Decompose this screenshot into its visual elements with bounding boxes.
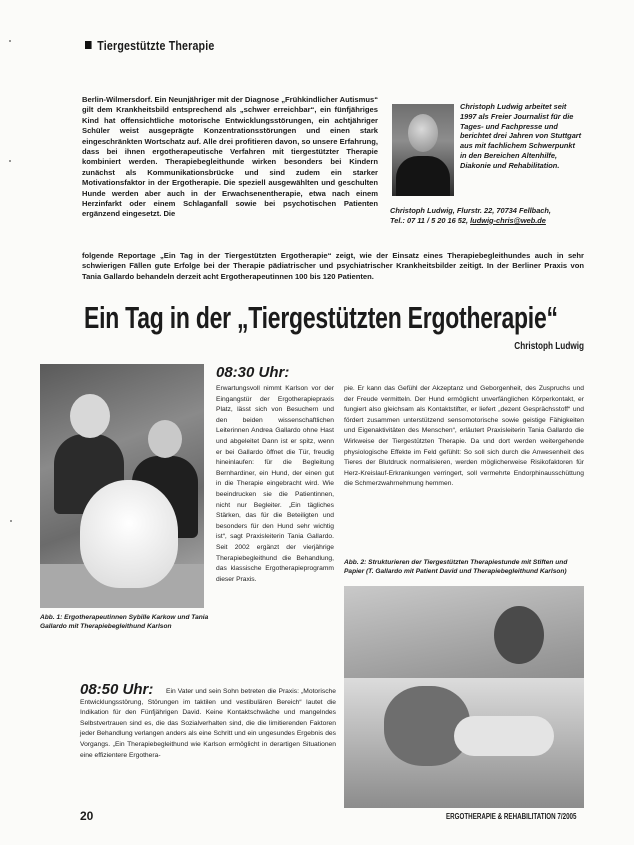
intro-paragraph-continued: folgende Reportage „Ein Tag in der Tiergestützten Ergotherapie“ zeigt, wie der Einsatz eines Therapiebegleithundes auch in sehr schwierigen Fällen gute Erfolge bei der Therapie pädiatrischer und psychiatrischer Krankheitsbilder zeitigt. In der Berliner Praxis von Tania Gallardo behandeln derzeit acht Ergotherapeutinnen 100 bis 120 Patienten.	[82, 251, 584, 281]
author-address	[390, 206, 586, 226]
scan-speck	[9, 160, 11, 162]
photo1-caption: Abb. 1: Ergotherapeutinnen Sybille Karkow und Tania Gallardo mit Therapiebegleithund Karlson	[40, 614, 209, 630]
photo-therapy-session	[344, 586, 584, 808]
journal-footer: ERGOTHERAPIE & REHABILITATION 7/2005	[446, 812, 577, 821]
section-rubric	[85, 38, 214, 53]
scan-speck	[10, 520, 12, 522]
article-headline: Ein Tag in der „Tiergestützten Ergotherapie“	[84, 300, 558, 335]
article-byline: Christoph Ludwig	[514, 341, 584, 352]
section2-paragraph	[80, 687, 336, 761]
intro-paragraph: Berlin-Wilmersdorf. Ein Neunjähriger mit der Diagnose „Frühkindlicher Autismus“ gilt dem Krankheitsbild entsprechend als „schwer erreichbar“, ein fünfjähriges Kind hat offensichtliche motorische Entwicklungsstörungen, ein achtjähriger Schüler weist ausgeprägte Konzentrationsstörungen und einen stark eingeschränkten Wortschatz auf. Alle drei profitieren davon, so unsere Erfahrung, dass bei ihnen ergotherapeutische Verfahren mit tiergestützter Therapie kombiniert werden. Therapiebegleithunde wirken besonders bei Kindern zunächst als Kommunikationsbrücke und sind zudem ein starker Motivationsfaktor in der Ergotherapie. Die speziell ausgewählten und geschulten Hunde werden aber auch in der Erwachsenentherapie, etwa nach einem Herzinfarkt oder einem Schlaganfall sowie bei psychotischen Patienten ergänzend eingesetzt. Die	[82, 95, 378, 219]
scan-speck	[9, 40, 11, 42]
section1-column2: pie. Er kann das Gefühl der Akzeptanz und Geborgenheit, des Zuspruchs und der Freude vermitteln. Der Hund ermöglicht unverfänglichen Körperkontakt, er fungiert also gleichsam als Kontaktstifter, er liefert „dezent Gesprächsstoff“ und fördert zusammen unterstützend sensomotorische sowie geistige Fähigkeiten und Eigenaktivitäten des Menschen“, erläutert Praxisleiterin Tania Gallardo die Wirkweise der Tiergestützten Therapie. Da und dort werden weitergehende physiologische Effekte im Feld gefühlt: So soll sich durch die Anwesenheit des Tieres der Blutdruck normalisieren, werden möglicherweise Risikofaktoren für Herz-Kreislauf-Erkrankungen verringert, soll vermehrte Endorphinausschüttung die Schmerzwahrnehmung hemmen.	[344, 385, 584, 488]
author-phone: Tel.: 07 11 / 5 20 16 52,	[390, 215, 471, 225]
section2-time: 08:50 Uhr:	[80, 681, 154, 698]
section1-column1: Erwartungsvoll nimmt Karlson vor der Eingangstür der Ergotherapiepraxis Platz, lässt sich von Besuchern und den beiden wissenschaftlichen Leiterinnen Andrea Gallardo ohne Hast und abgeleitet Dann ist er spitz, wenn er bei Gallardo öffnet die Tür, freudig hineinlaufen: für die Begleitung Bernhardiner, ein Hund, der einen gut in die Therapie eingebracht wird. Wie beeindrucken sie die Patientinnen, nicht nur Begleiter. „Ein tägliches Stärken, das für die Beteiligten und besonders für den Hund sehr wichtig ist“, sagt Praxisleiterin Tania Gallardo. Seit 2002 ergänzt der vierjährige Therapiebegleithund die Behandlung, das klassische Ergotherapieprogramm dieser Praxis.	[216, 385, 334, 583]
section2-text: Ein Vater und sein Sohn betreten die Praxis: „Motorische Entwicklungsstörung, Störungen im taktilen und vestibulären Bereich“ lautet die Indikation für den Fünfjährigen David. Keine Kontaktschwäche und mangelndes Selbstvertrauen sind es, die das Sozialverhalten sind, die die limitierenden Faktoren jeder Behandlung verlangen anders als eine Schritt und ein ungesundes Ergebnis des Vorgangs. „Ein Therapiebegleithund wie Karlson ermöglicht in derartigen Situationen eine effizientere Ergothera-	[80, 688, 336, 759]
author-bio: Christoph Ludwig arbeitet seit 1997 als Freier Journalist für die Tages- und Fachpresse und berichtet drei Jahren von Stuttgart aus mit fachlichem Schwerpunkt in den Bereichen Altenhilfe, Diakonie und Rehabilitation.	[460, 102, 582, 170]
section1-time: 08:30 Uhr:	[216, 364, 290, 381]
author-photo	[392, 104, 454, 196]
photo-therapists-with-dog	[40, 364, 204, 608]
author-box	[388, 102, 584, 240]
page-number: 20	[80, 809, 94, 823]
rubric-square-icon	[85, 41, 92, 49]
author-street: Christoph Ludwig, Flurstr. 22, 70734 Fellbach,	[390, 206, 551, 215]
rubric-label: Tiergestützte Therapie	[97, 38, 215, 53]
author-email-link[interactable]: ludwig-chris@web.de	[470, 215, 546, 225]
photo2-caption: Abb. 2: Strukturieren der Tiergestützten Therapiestunde mit Stiften und Papier (T. Gallardo mit Patient David und Therapiebegleithund Karlson)	[344, 559, 568, 575]
